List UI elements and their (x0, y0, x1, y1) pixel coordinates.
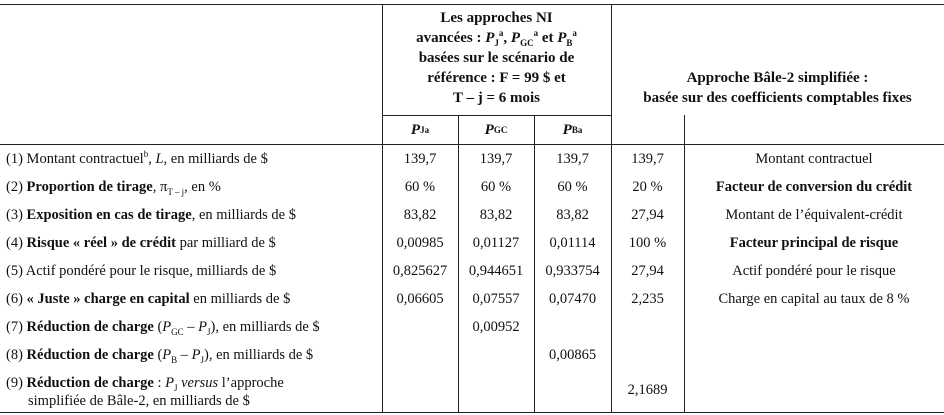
row-label-part: T – j (167, 186, 185, 197)
cell-pb: 83,82 (556, 206, 589, 223)
cell-pj (382, 369, 458, 412)
row-label-part: ), en milliards de $ (210, 319, 320, 335)
row-label-part: , en milliards de $ (163, 151, 268, 167)
ni-header-line4: référence : F = 99 $ et (427, 70, 566, 86)
row-number: (5) (6, 263, 26, 279)
row-number: (2) (6, 179, 27, 195)
row-label-part: GC (171, 326, 184, 337)
row-label-part: P (162, 347, 172, 363)
cell-bale: 2,235 (631, 290, 664, 307)
cell-desc (684, 369, 944, 412)
cell-pj: 83,82 (403, 206, 437, 223)
cell-desc: Montant contractuel (755, 150, 873, 167)
row-label (6, 150, 268, 168)
rule-bottom (0, 412, 944, 413)
cell-pj: 60 % (404, 178, 436, 195)
cell-pb: 0,01114 (549, 234, 596, 251)
row-label-part: , en milliards de $ (191, 207, 296, 223)
row-label-part: l’approche (218, 375, 284, 391)
row-label-part: Réduction de charge (26, 375, 154, 391)
cell-pb: 60 % (557, 178, 588, 195)
ni-header-line2: avancées : $P_J^a$, $P_{GC}^a$ et $P_B^a$ (416, 28, 577, 48)
subheader-pgc: P GC (484, 121, 508, 138)
cell-bale (611, 341, 684, 369)
cell-pj (382, 313, 458, 341)
row-label-part: « Juste » charge en capital (26, 291, 190, 307)
cell-pb: 139,7 (556, 150, 589, 167)
cell-desc: Montant de l’équivalent-crédit (725, 206, 903, 223)
cell-desc: Actif pondéré pour le risque (732, 262, 896, 279)
row-label (6, 346, 313, 364)
row-label-part: Réduction de charge (26, 319, 154, 335)
cell-bale: 2,1689 (627, 382, 668, 398)
row-number: (7) (6, 319, 27, 335)
ni-header-line3: basées sur le scénario de (418, 50, 575, 66)
row-number: (6) (6, 291, 27, 307)
row-number: (1) (6, 151, 27, 167)
cell-pgc: 83,82 (479, 206, 513, 223)
ni-header-line1: Les approches NI (440, 10, 553, 26)
row-label-part: ), en milliards de $ (204, 347, 314, 363)
cell-pj: 0,00985 (396, 234, 444, 251)
cell-pgc (458, 341, 534, 369)
row-number: (4) (6, 235, 27, 251)
cell-pgc: 0,01127 (472, 234, 520, 251)
row-label-part: L (155, 151, 164, 167)
row-label-part: : (153, 375, 166, 391)
cell-bale: 27,94 (631, 206, 664, 223)
row-label-part: J (200, 354, 205, 365)
row-label-part: Montant contractuel (26, 151, 144, 167)
row-label-part: P (198, 319, 208, 335)
row-label-line2: simplifiée de Bâle-2, en milliards de $ (28, 393, 250, 409)
row-label-part: P (165, 375, 174, 391)
row-label-part: Réduction de charge (26, 347, 154, 363)
cell-pb: 0,07470 (548, 290, 597, 307)
ni-header-line5: T – j = 6 mois (452, 90, 541, 106)
cell-pgc: 0,07557 (472, 290, 520, 307)
row-label-part: , π (152, 179, 168, 195)
cell-pgc: 0,00952 (472, 318, 520, 335)
row-label (6, 262, 276, 280)
row-label-part: Proportion de tirage (26, 179, 153, 195)
cell-desc: Charge en capital au taux de 8 % (718, 290, 910, 307)
cell-pgc: 139,7 (479, 150, 513, 167)
row-number: (9) (6, 375, 27, 391)
cell-bale (611, 313, 684, 341)
cell-bale: 139,7 (631, 150, 664, 167)
cell-bale: 27,94 (631, 262, 664, 279)
cell-pb (534, 369, 611, 412)
row-label-part: en milliards de $ (189, 291, 291, 307)
cell-pb: 0,933754 (545, 262, 600, 279)
cell-pgc (458, 369, 534, 412)
row-label-part: ( (153, 319, 163, 335)
row-label-part: Actif pondéré pour le risque, milliards de $ (25, 263, 277, 279)
cell-pj (382, 341, 458, 369)
cell-pgc: 0,944651 (468, 262, 524, 279)
cell-desc (684, 341, 944, 369)
row-label (6, 234, 276, 252)
row-label-part: P (162, 319, 172, 335)
cell-pb: 0,00865 (548, 346, 597, 363)
bale-header-line1: Approche Bâle-2 simplifiée : (686, 70, 869, 86)
row-label (6, 318, 320, 336)
row-label-part: J (173, 382, 178, 393)
row-number: (3) (6, 207, 27, 223)
bale-approach-header (611, 68, 944, 108)
row-label (6, 206, 296, 224)
subheader-pj: P J a (410, 121, 430, 138)
row-label-part: , (148, 151, 156, 167)
row-label-part: , en % (184, 179, 221, 195)
row-label-part: Exposition en cas de tirage (26, 207, 192, 223)
cell-pgc: 60 % (480, 178, 512, 195)
row-label-part: ( (153, 347, 163, 363)
row-label-part: P (191, 347, 201, 363)
row-label-part: par milliard de $ (175, 235, 276, 251)
cell-bale: 100 % (628, 234, 667, 251)
rule-top (0, 4, 944, 5)
row-label-part: B (171, 354, 178, 365)
subheader-pb: P B a (562, 121, 583, 138)
cell-desc: Facteur principal de risque (729, 234, 899, 251)
row-label-part: – (177, 347, 192, 363)
row-label-part: – (183, 319, 199, 335)
row-label (6, 374, 284, 410)
row-label-part: versus (181, 375, 219, 391)
cell-desc (684, 313, 944, 341)
bale-header-line2: basée sur des coefficients comptables fixes (643, 90, 912, 106)
row-label-part: J (207, 326, 211, 337)
cell-pj: 0,06605 (396, 290, 444, 307)
cell-pj: 139,7 (403, 150, 437, 167)
cell-pb (534, 313, 611, 341)
row-label-part: b (143, 149, 149, 160)
row-label (6, 290, 290, 308)
row-number: (8) (6, 347, 27, 363)
cell-bale: 20 % (632, 178, 663, 195)
cell-desc: Facteur de conversion du crédit (715, 178, 913, 195)
ni-approaches-header (382, 8, 611, 108)
row-label-part: Risque « réel » de crédit (26, 235, 176, 251)
row-label (6, 178, 221, 196)
cell-pj: 0,825627 (392, 262, 448, 279)
